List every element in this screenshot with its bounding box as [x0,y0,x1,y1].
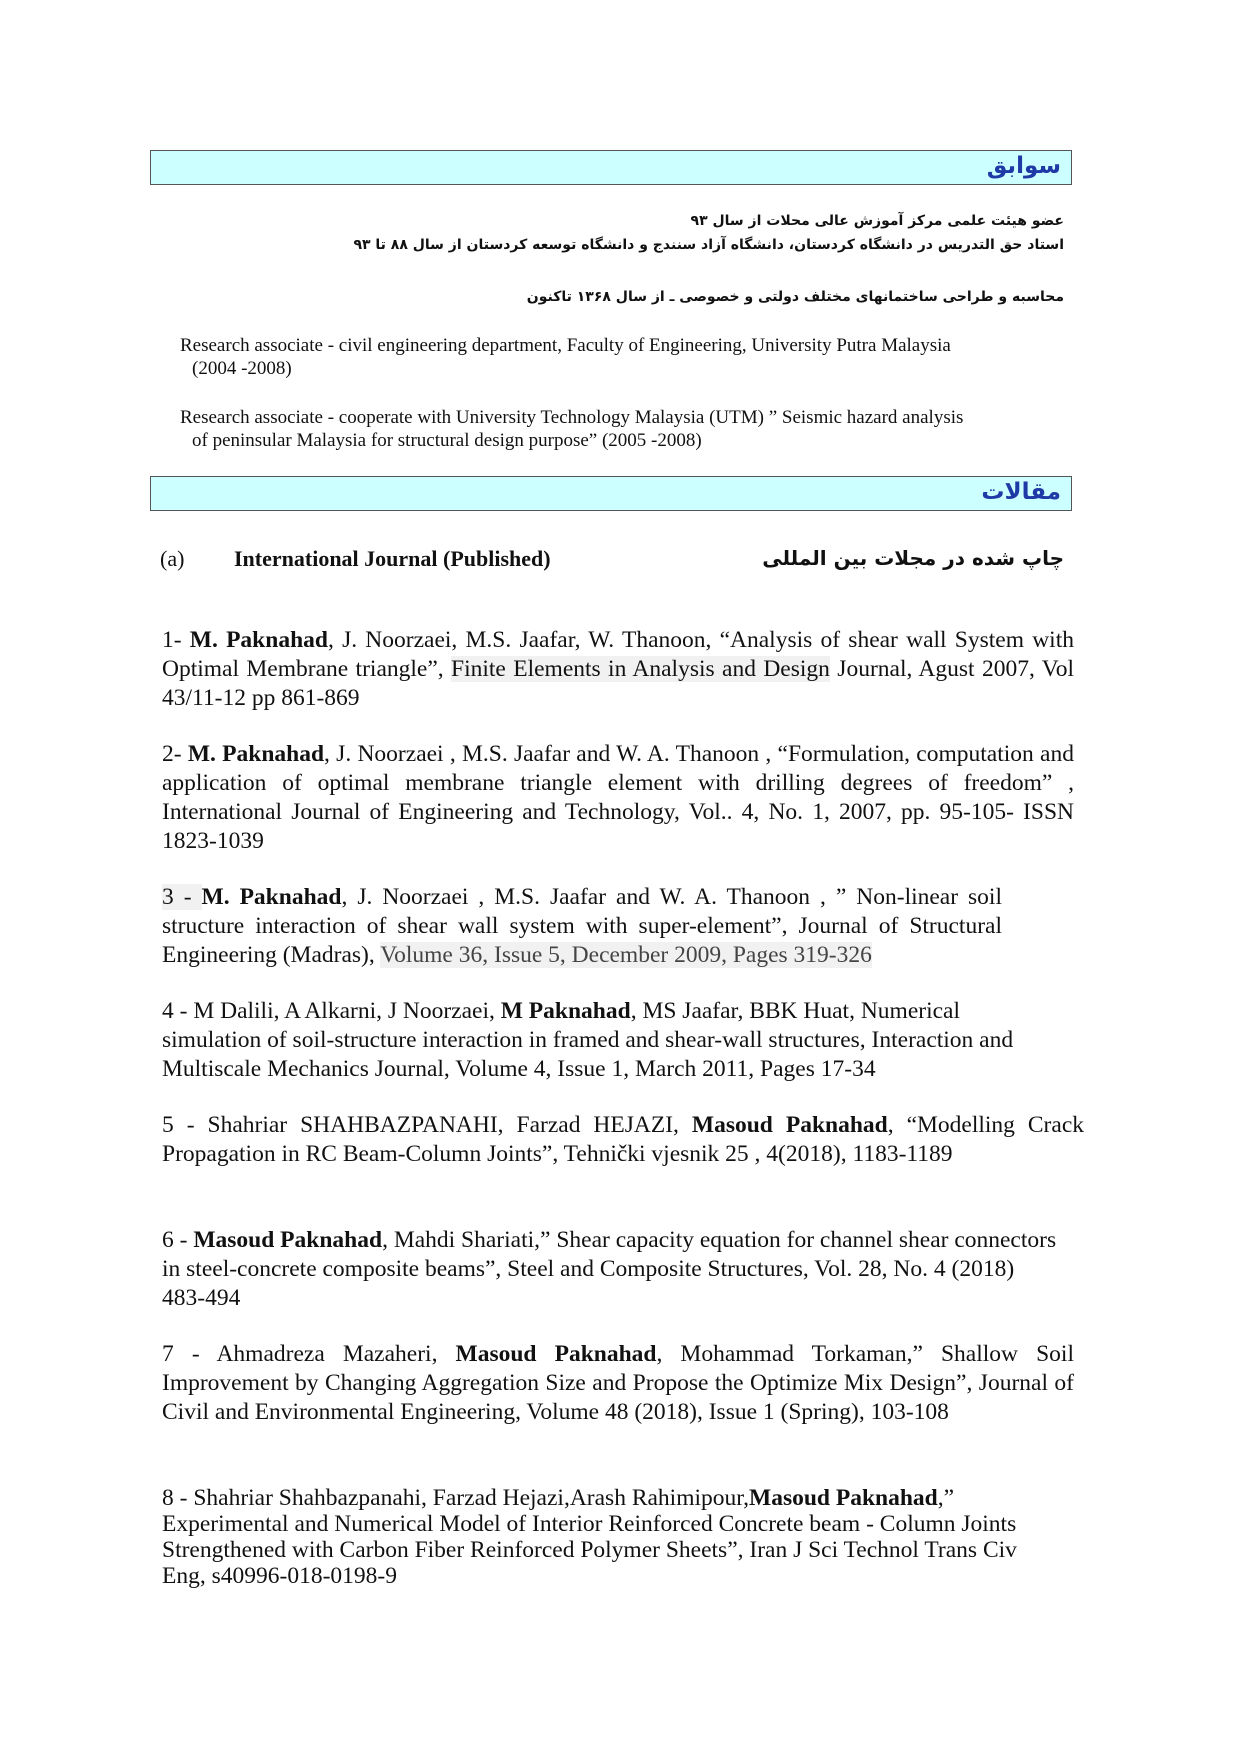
publication-6 [162,1226,1062,1313]
publication-8 [162,1485,1042,1589]
pub-6-number: 6 - [162,1227,194,1253]
background-en-item-2 [180,406,1064,452]
publication-3 [162,883,1002,970]
pub-2-text: , J. Noorzaei , M.S. Jaafar and W. A. Thanoon , “Formulation, computation and application of optimal membrane triangle element with drilling degrees of freedom” , International Journal of Engineering and Technology, Vol.. 4, No. 1, 2007, pp. 95-105- ISSN 1823-1039 [162,741,1074,854]
background-en-item-1 [180,334,1064,380]
background-fa-line-2: استاد حق التدریس در دانشگاه کردستان، دانشگاه آزاد سنندج و دانشگاه توسعه کردستان از سال ۸۸ تا ۹۳ [353,237,1064,253]
pub-1-text: , J. Noorzaei, M.S. Jaafar, W. Thanoon, “Analysis of shear wall System with Optimal Membrane triangle”, [162,627,1074,682]
pub-6-text: , Mahdi Shariati,” Shear capacity equation for channel shear connectors in steel-concrete composite beams”, Steel and Composite Structures, Vol. 28, No. 4 (2018) 483-494 [162,1227,1057,1311]
publication-5 [162,1111,1084,1169]
background-fa-line-3: محاسبه و طراحی ساختمانهای مختلف دولتی و خصوصی ـ از سال ۱۳۶۸ تاکنون [526,289,1064,305]
background-en-item-2-line-1: Research associate - cooperate with University Technology Malaysia (UTM) ” Seismic hazard analysis [180,407,964,428]
pub-3-author: M. Paknahad [201,884,342,910]
publication-4 [162,997,1022,1084]
section-title-articles: مقالات [981,479,1061,505]
pub-7-authors: 7 - Ahmadreza Mazaheri, [162,1341,456,1367]
pub-4-text: , MS Jaafar, BBK Huat, Numerical simulation of soil-structure interaction in framed and shear-wall structures, Interaction and Multiscale Mechanics Journal, Volume 4, Issue 1, March 2011, Pages 17-34 [162,998,1014,1082]
pub-1-author: M. Paknahad [189,627,328,653]
pub-6-author: Masoud Paknahad [193,1227,383,1253]
articles-heading-fa: چاپ شده در مجلات بین المللی [762,546,1064,570]
pub-4-author: M Paknahad [500,998,631,1024]
pub-1-journal: Finite Elements in Analysis and Design [451,656,830,682]
pub-5-text: , “Modelling Crack Propagation in RC Beam-Column Joints”, Tehnički vjesnik 25 , 4(2018), 1183-1189 [162,1112,1084,1167]
articles-label: (a) [160,546,185,571]
publication-7 [162,1340,1074,1427]
pub-2-number: 2- [162,741,188,767]
pub-1-number: 1- [162,627,190,653]
pub-1-details: Journal, Agust 2007, Vol 43/11-12 pp 861-869 [162,656,1074,711]
pub-3-text: , J. Noorzaei , M.S. Jaafar and W. A. Thanoon , ” Non-linear soil structure interaction of shear wall system with super-element”, Journal of Structural Engineering (Madras), [162,884,1002,968]
pub-8-authors: 8 - Shahriar Shahbazpanahi, Farzad Hejazi,Arash Rahimipour, [162,1485,750,1511]
publication-1 [162,626,1074,713]
pub-7-author: Masoud Paknahad [455,1341,657,1367]
section-header-articles [150,476,1072,511]
articles-heading-en: International Journal (Published) [234,546,551,571]
publication-2 [162,740,1074,856]
background-en-item-1-line-1: Research associate - civil engineering department, Faculty of Engineering, University Putra Malaysia [180,335,951,356]
section-title-background: سوابق [986,153,1061,179]
pub-2-author: M. Paknahad [187,741,325,767]
section-header-background [150,150,1072,185]
pub-4-authors: 4 - M Dalili, A Alkarni, J Noorzaei, [162,998,501,1024]
pub-3-number: 3 - [162,884,202,910]
background-fa-line-1: عضو هیئت علمی مرکز آموزش عالی محلات از سال ۹۳ [690,213,1064,229]
pub-5-author: Masoud Paknahad [691,1112,888,1138]
pub-7-text: , Mohammad Torkaman,” Shallow Soil Improvement by Changing Aggregation Size and Propose the Optimize Mix Design”, Journal of Civil and Environmental Engineering, Volume 48 (2018), Issue 1 (Spring), 103-108 [162,1341,1074,1425]
pub-5-authors: 5 - Shahriar SHAHBAZPANAHI, Farzad HEJAZI, [162,1112,692,1138]
pub-8-text: ,” Experimental and Numerical Model of Interior Reinforced Concrete beam - Column Joints Strengthened with Carbon Fiber Reinforced Polymer Sheets”, Iran J Sci Technol Trans Civ Eng, s40996-018-0198-9 [162,1485,1017,1589]
background-en-item-2-line-2: of peninsular Malaysia for structural design purpose” (2005 -2008) [192,430,702,451]
background-en-item-1-line-2: (2004 -2008) [192,358,292,379]
pub-3-volume: Volume 36, Issue 5, December 2009, Pages 319-326 [380,942,872,968]
pub-8-author: Masoud Paknahad [749,1485,938,1511]
